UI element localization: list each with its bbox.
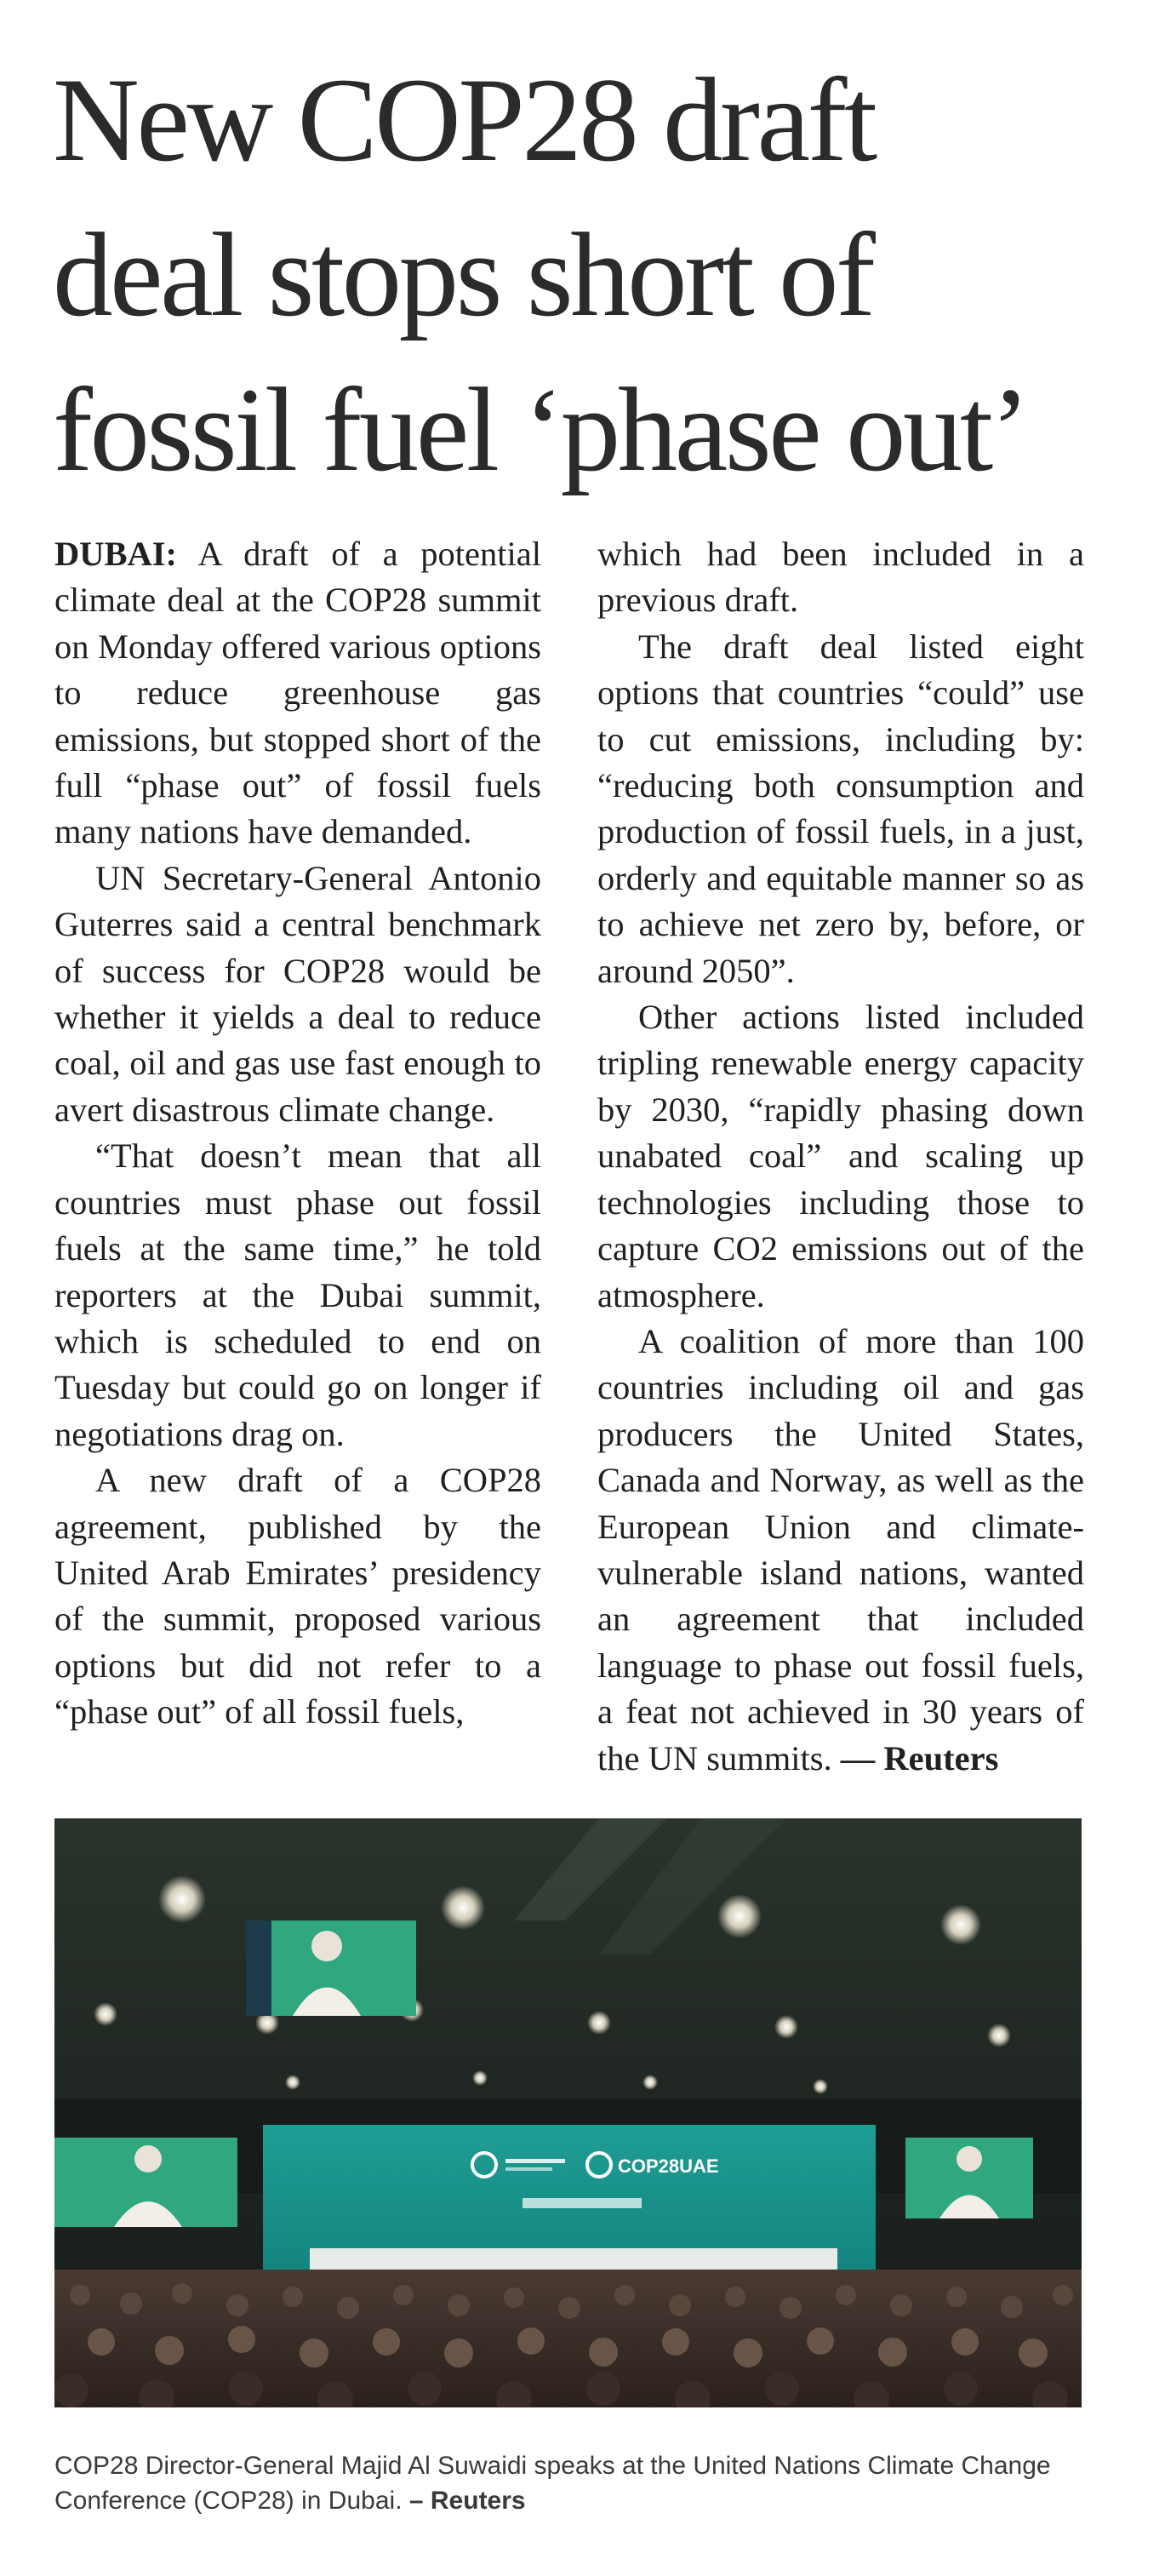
- caption-credit: – Reuters: [408, 2487, 526, 2515]
- headline-line-2: deal stops short of: [53, 209, 873, 341]
- byline-credit: — Reuters: [840, 1738, 999, 1777]
- conference-photo: [54, 1818, 1082, 2407]
- article-paragraph: “That doesn’t mean that all countries must phase out fossil fuels at the same time,” he told reporters at the Dubai summit, which is scheduled to end on Tuesday but could go on longer if negotiations drag on.: [54, 1136, 541, 1453]
- article-paragraph: Other actions listed included tripling renewable energy capacity by 2030, “rapidly phasing down unabated coal” and scaling up technologies including those to capture CO2 emissions out of the atmosphere.: [597, 998, 1084, 1314]
- stage-logo-text: COP28UAE: [618, 2155, 719, 2177]
- left-video-screen: [54, 2138, 237, 2227]
- article-paragraph: UN Secretary-General Antonio Guterres said a central benchmark of success for COP28 would be whether it yields a deal to reduce coal, oil and gas use fast enough to avert disastrous climate change.: [54, 858, 541, 1129]
- caption-text: COP28 Director-General Majid Al Suwaidi speaks at the United Nations Climate Change Conference (COP28) in Dubai.: [54, 2452, 1051, 2515]
- article-paragraph: The draft deal listed eight options that countries “could” use to cut emissions, including by: “reducing both consumption and production of fossil fuels, in a just, orderly and equitable manner so as to achieve net zero by, before, or around 2050”.: [597, 627, 1084, 990]
- headline-line-1: New COP28 draft: [53, 54, 875, 186]
- top-video-screen: [246, 1921, 416, 2016]
- article-paragraph: which had been included in a previous draft.: [597, 535, 1084, 620]
- audience: [54, 2270, 1082, 2407]
- article-column-right: [597, 531, 1084, 1782]
- right-video-screen: [905, 2138, 1033, 2218]
- photo-caption: [54, 2448, 1110, 2518]
- headline-line-3: fossil fuel ‘phase out’: [53, 364, 1028, 496]
- article-paragraph: A new draft of a COP28 agreement, published by the United Arab Emirates’ presidency of the summit, proposed various options but did not refer to a “phase out” of all fossil fuels,: [54, 1461, 541, 1732]
- paragraph-text: A coalition of more than 100 countries including oil and gas producers the United States, Canada and Norway, as well as the European Union and climate-vulnerable island nations, wanted an agreement that included language to phase out fossil fuels, a feat not achieved in 30 years of the UN summits.: [597, 1321, 1084, 1777]
- stage-backdrop: [263, 2125, 876, 2274]
- article-column-left: [54, 531, 541, 1736]
- conference-hall-illustration: [54, 1818, 1082, 2407]
- headline: [53, 43, 1091, 507]
- paragraph-text: A draft of a potential climate deal at the COP28 summit on Monday offered various options to reduce greenhouse gas emissions, but stopped short of the full “phase out” of fossil fuels many nations have demanded.: [54, 535, 542, 851]
- article-paragraph: [597, 1319, 1084, 1782]
- dateline: DUBAI:: [54, 535, 178, 573]
- article-paragraph: [54, 531, 541, 856]
